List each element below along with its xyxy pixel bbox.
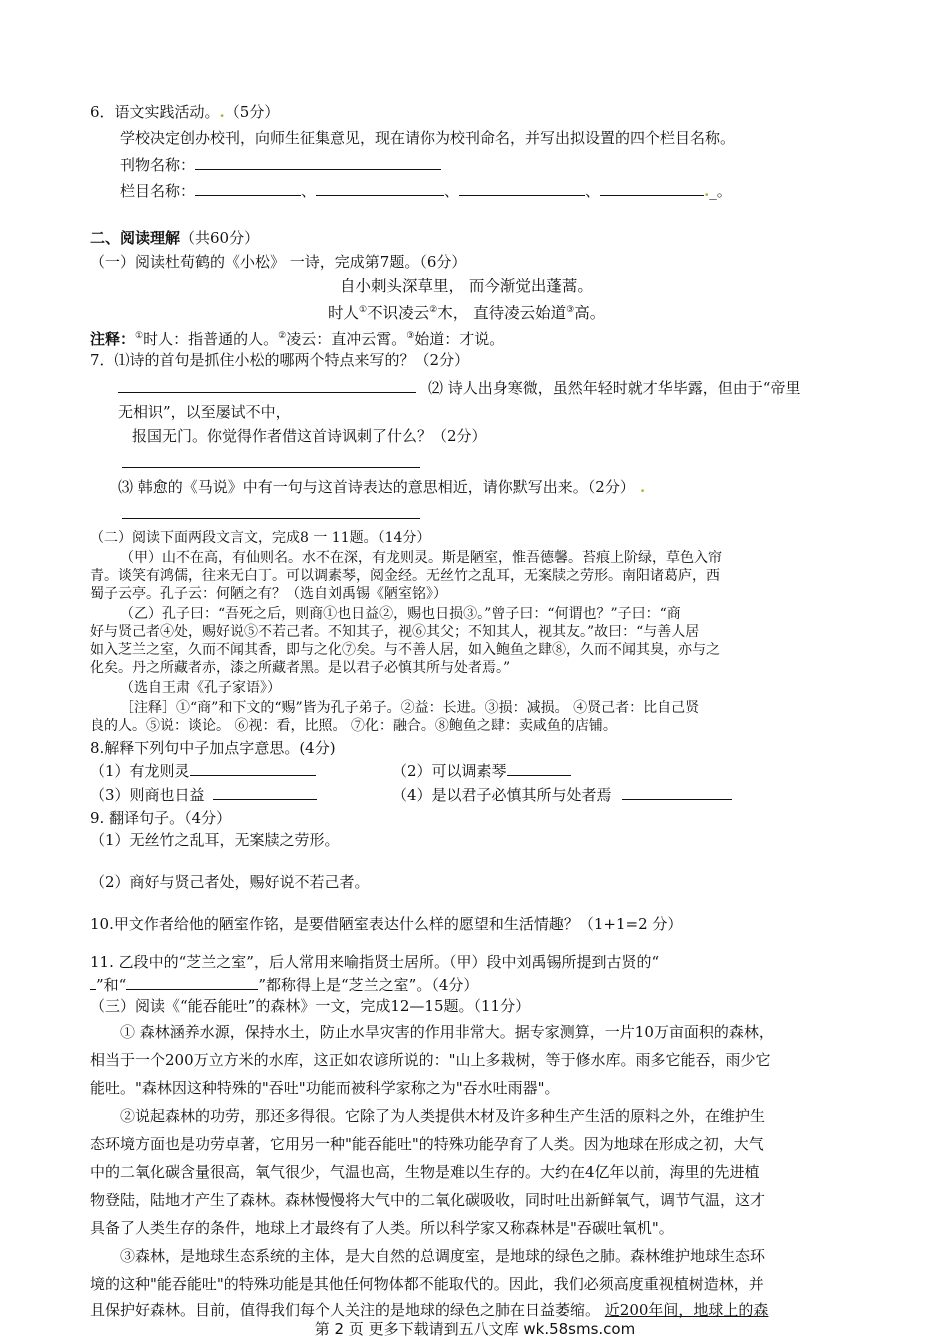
part3-heading: （三）阅读《“能吞能吐”的森林》一文，完成12—15题。（11分） xyxy=(90,997,531,1015)
q8-item3: （3）则商也日益 xyxy=(90,784,317,805)
part2-heading: （二）阅读下面两段文言文，完成8 一 11题。（14分） xyxy=(90,530,431,546)
q11-line2: ”和“ ”都称得上是“芝兰之室”。（4分） xyxy=(90,974,478,995)
passage-yi-line2: 好与贤己者④处，赐好说⑤不若己者。不知其子，视⑥其父；不知其人，视其友。”故曰：“与善人居 xyxy=(90,624,700,640)
column-blank-3[interactable] xyxy=(459,180,585,196)
q8-item4: （4）是以君子必慎其所与处者焉 xyxy=(392,784,732,805)
q8-blank-4[interactable] xyxy=(622,784,732,800)
q6-name-row: 刊物名称： xyxy=(120,154,441,175)
q7-part3: ⑶ 韩愈的《马说》中有一句与这首诗表达的意思相近，请你默写出来。（2分） . xyxy=(118,478,646,496)
column-blank-1[interactable] xyxy=(195,180,301,196)
q6-title: 6．语文实践活动。.（5分） xyxy=(90,103,280,121)
passage-jia-line1: （甲）山不在高，有仙则名。水不在深，有龙则灵。斯是陋室，惟吾德馨。苔痕上阶绿，草色入帘 xyxy=(120,550,722,566)
q9-item1: （1）无丝竹之乱耳，无案牍之劳形。 xyxy=(90,831,340,849)
column-blank-4[interactable] xyxy=(600,180,704,196)
part3-p2-line3: 中的二氧化碳含量很高，氧气很少，气温也高，生物是难以生存的。大约在4亿年以前，海里的先进植 xyxy=(90,1163,760,1181)
q7-answer-line-1[interactable] xyxy=(118,392,416,393)
q8-title: 8.解释下列句中子加点字意思。(4分) xyxy=(90,739,336,757)
q10-text: 10.甲文作者给他的陋室作铭，是要借陋室表达什么样的愿望和生活情趣？（1+1=2 分） xyxy=(90,915,683,933)
page-footer: 第 2 页 更多下载请到五八文库 wk.58sms.com xyxy=(314,1320,636,1338)
poem-notes: 注释：①时人：指普通的人。②凌云：直冲云霄。③始道：才说。 xyxy=(90,330,505,348)
passage-notes-line2: 良的人。⑤说：谈论。 ⑥视：看，比照。 ⑦化：融合。⑧鲍鱼之肆：卖咸鱼的店铺。 xyxy=(90,718,617,734)
q7-answer-line-2[interactable] xyxy=(122,467,420,468)
q11-line1: 11. 乙段中的“芝兰之室”，后人常用来喻指贤士居所。（甲）段中刘禹锡所提到古贤的“ xyxy=(90,953,660,971)
part3-p2-line5: 具备了人类生存的条件，地球上才最终有了人类。所以科学家又称森林是"吞碳吐氧机"。 xyxy=(90,1219,674,1237)
passage-yi-line3: 如入芝兰之室，久而不闻其香，即与之化⑦矣。与不善人居，如入鲍鱼之肆⑧，久而不闻其臭，亦与之 xyxy=(90,642,720,658)
passage-yi-line4: 化矣。丹之所藏者赤，漆之所藏者黑。是以君子必慎其所与处者焉。” xyxy=(90,660,511,676)
q7-answer-line-3[interactable] xyxy=(122,518,420,519)
q7-part2: ⑵ 诗人出身寒微，虽然年轻时就才华毕露，但由于“帝里 xyxy=(428,379,801,397)
passage-jia-line2: 青。谈笑有鸿儒，往来无白丁。可以调素琴，阅金经。无丝竹之乱耳，无案牍之劳形。南阳诸葛庐，西 xyxy=(90,568,720,584)
passage-yi-source: （选自王肃《孔子家语》） xyxy=(120,680,281,696)
q6-prompt: 学校决定创办校刊，向师生征集意见，现在请你为校刊命名，并写出拟设置的四个栏目名称。 xyxy=(120,129,736,147)
q8-item2: （2）可以调素琴 xyxy=(392,760,571,781)
part3-p2-line2: 态环境方面也是功劳卓著，它用另一种"能吞能吐"的特殊功能孕育了人类。因为地球在形成之初，大气 xyxy=(90,1135,764,1153)
q7-part2-question: 报国无门。你觉得作者借这首诗讽刺了什么？（2分） xyxy=(132,427,487,445)
q9-title: 9. 翻译句子。（4分） xyxy=(90,809,232,827)
part3-p1-line2: 相当于一个200万立方米的水库，这正如农谚所说的："山上多栽树，等于修水库。雨多它能吞，雨少它 xyxy=(90,1051,771,1069)
poem-line-2: 时人①不识凌云②木， 直待凌云始道③高。 xyxy=(328,304,606,323)
q9-item2: （2）商好与贤己者处，赐好说不若己者。 xyxy=(90,873,370,891)
q6-columns-row: 栏目名称： 、 、 、 ._。 xyxy=(120,182,732,200)
q8-blank-2[interactable] xyxy=(507,760,571,776)
section2-title: 二、阅读理解（共60分） xyxy=(90,229,260,247)
q8-blank-3[interactable] xyxy=(213,784,317,800)
q7-part1: 7．⑴诗的首句是抓住小松的哪两个特点来写的？（2分） xyxy=(90,351,470,369)
passage-notes-line1: ［注释］①“商”和下文的“赐”皆为孔子弟子。②益：长进。③损：减损。 ④贤己者：比自己贤 xyxy=(120,700,700,716)
part3-p3-line3: 且保护好森林。目前，值得我们每个人关注的是地球的绿色之肺在日益萎缩。 近200年间，地球上的森 xyxy=(90,1301,769,1319)
q8-item1: （1）有龙则灵 xyxy=(90,760,316,781)
q11-blank-2[interactable] xyxy=(126,974,258,990)
part3-p1-line3: 能吐。"森林因这种特殊的"吞吐"功能而被科学家称之为"吞水吐雨器"。 xyxy=(90,1079,560,1097)
passage-yi-line1: （乙）孔子曰：“吾死之后，则商①也日益②，赐也日损③。”曾子曰：“何谓也？”子曰：“商 xyxy=(120,606,681,622)
column-blank-2[interactable] xyxy=(316,180,444,196)
passage-jia-line3: 蜀子云亭。孔子云：何陋之有？（选自刘禹锡《陋室铭》） xyxy=(90,586,447,602)
part3-p1-line1: ① 森林涵养水源，保持水土，防止水旱灾害的作用非常大。据专家测算，一片10万亩面积的森林， xyxy=(120,1023,774,1041)
part1-heading: （一）阅读杜荀鹤的《小松》 一诗，完成第7题。（6分） xyxy=(90,253,467,271)
magazine-name-blank[interactable] xyxy=(195,154,441,170)
q7-part2-cont: 无相识”，以至屡试不中， xyxy=(118,403,291,421)
part3-p3-line2: 境的这种"能吞能吐"的特殊功能是其他任何物体都不能取代的。因此，我们必须高度重视植树造林，并 xyxy=(90,1275,764,1293)
part3-p3-line1: ③森林，是地球生态系统的主体，是大自然的总调度室，是地球的绿色之肺。森林维护地球生态环 xyxy=(120,1247,766,1265)
q8-blank-1[interactable] xyxy=(190,760,316,776)
poem-line-1: 自小刺头深草里， 而今渐觉出蓬蒿。 xyxy=(340,277,593,295)
part3-p2-line1: ②说起森林的功劳，那还多得很。它除了为人类提供木材及许多种生产生活的原料之外，在维护生 xyxy=(120,1107,766,1125)
part3-p2-line4: 物登陆，陆地才产生了森林。森林慢慢将大气中的二氧化碳吸收，同时吐出新鲜氧气，调节气温，这才 xyxy=(90,1191,766,1209)
